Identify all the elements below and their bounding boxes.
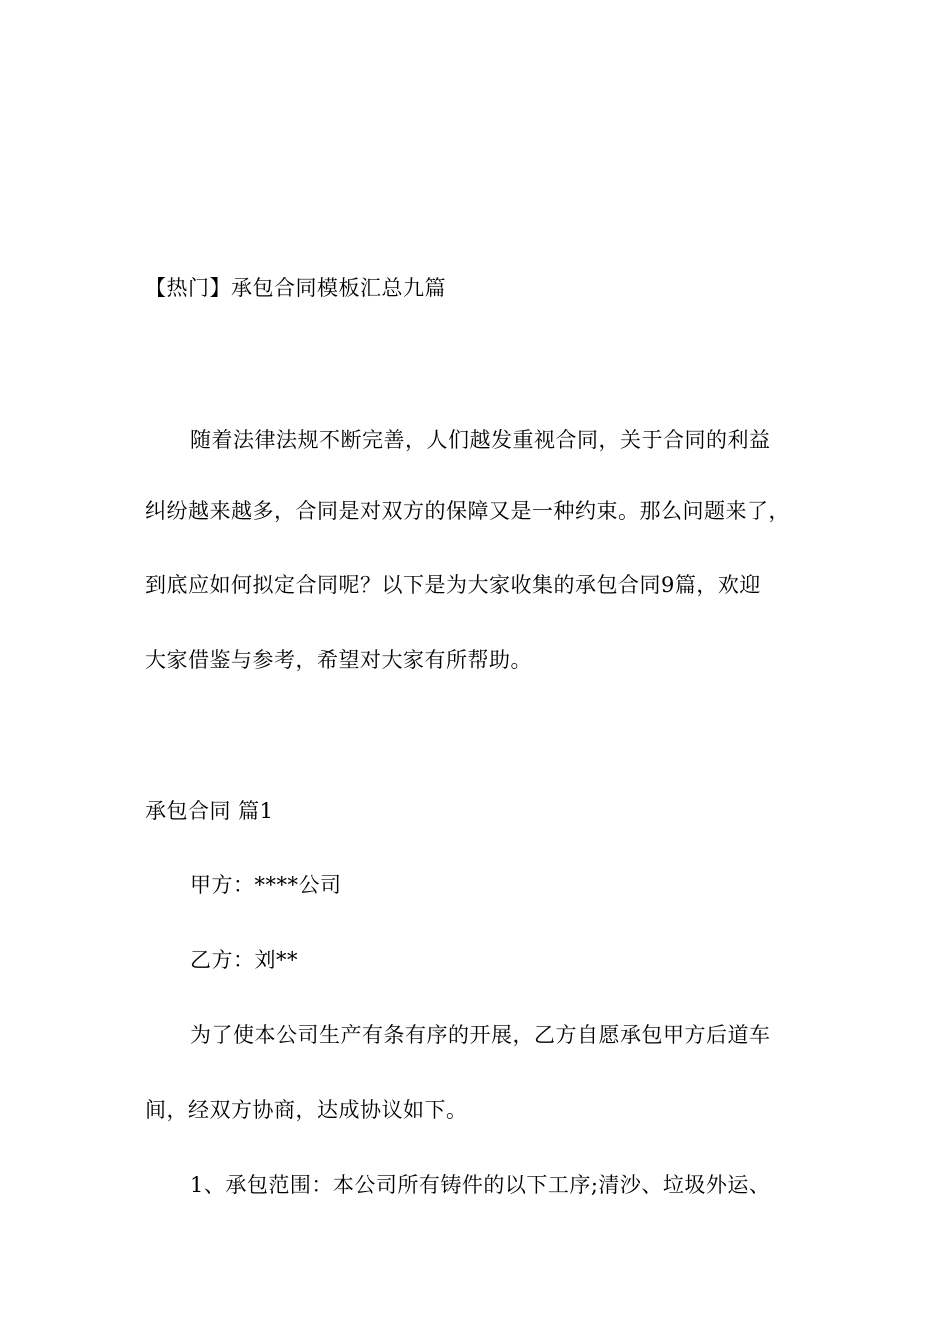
document-title: 【热门】承包合同模板汇总九篇 [145, 276, 446, 300]
party-a: 甲方：****公司 [190, 873, 342, 897]
intro-line-2: 纠纷越来越多，合同是对双方的保障又是一种约束。那么问题来了， [145, 499, 790, 523]
body-line-2: 间，经双方协商，达成协议如下。 [145, 1098, 468, 1122]
party-b: 乙方：刘** [190, 948, 298, 972]
intro-line-3: 到底应如何拟定合同呢？以下是为大家收集的承包合同9篇，欢迎 [145, 573, 761, 597]
intro-line-1: 随着法律法规不断完善，人们越发重视合同，关于合同的利益 [190, 428, 771, 452]
body-line-1: 为了使本公司生产有条有序的开展，乙方自愿承包甲方后道车 [190, 1023, 771, 1047]
body-line-3: 1、承包范围：本公司所有铸件的以下工序;清沙、垃圾外运、 [190, 1173, 771, 1197]
intro-line-4: 大家借鉴与参考，希望对大家有所帮助。 [145, 648, 532, 672]
section-heading: 承包合同 篇1 [145, 799, 274, 823]
